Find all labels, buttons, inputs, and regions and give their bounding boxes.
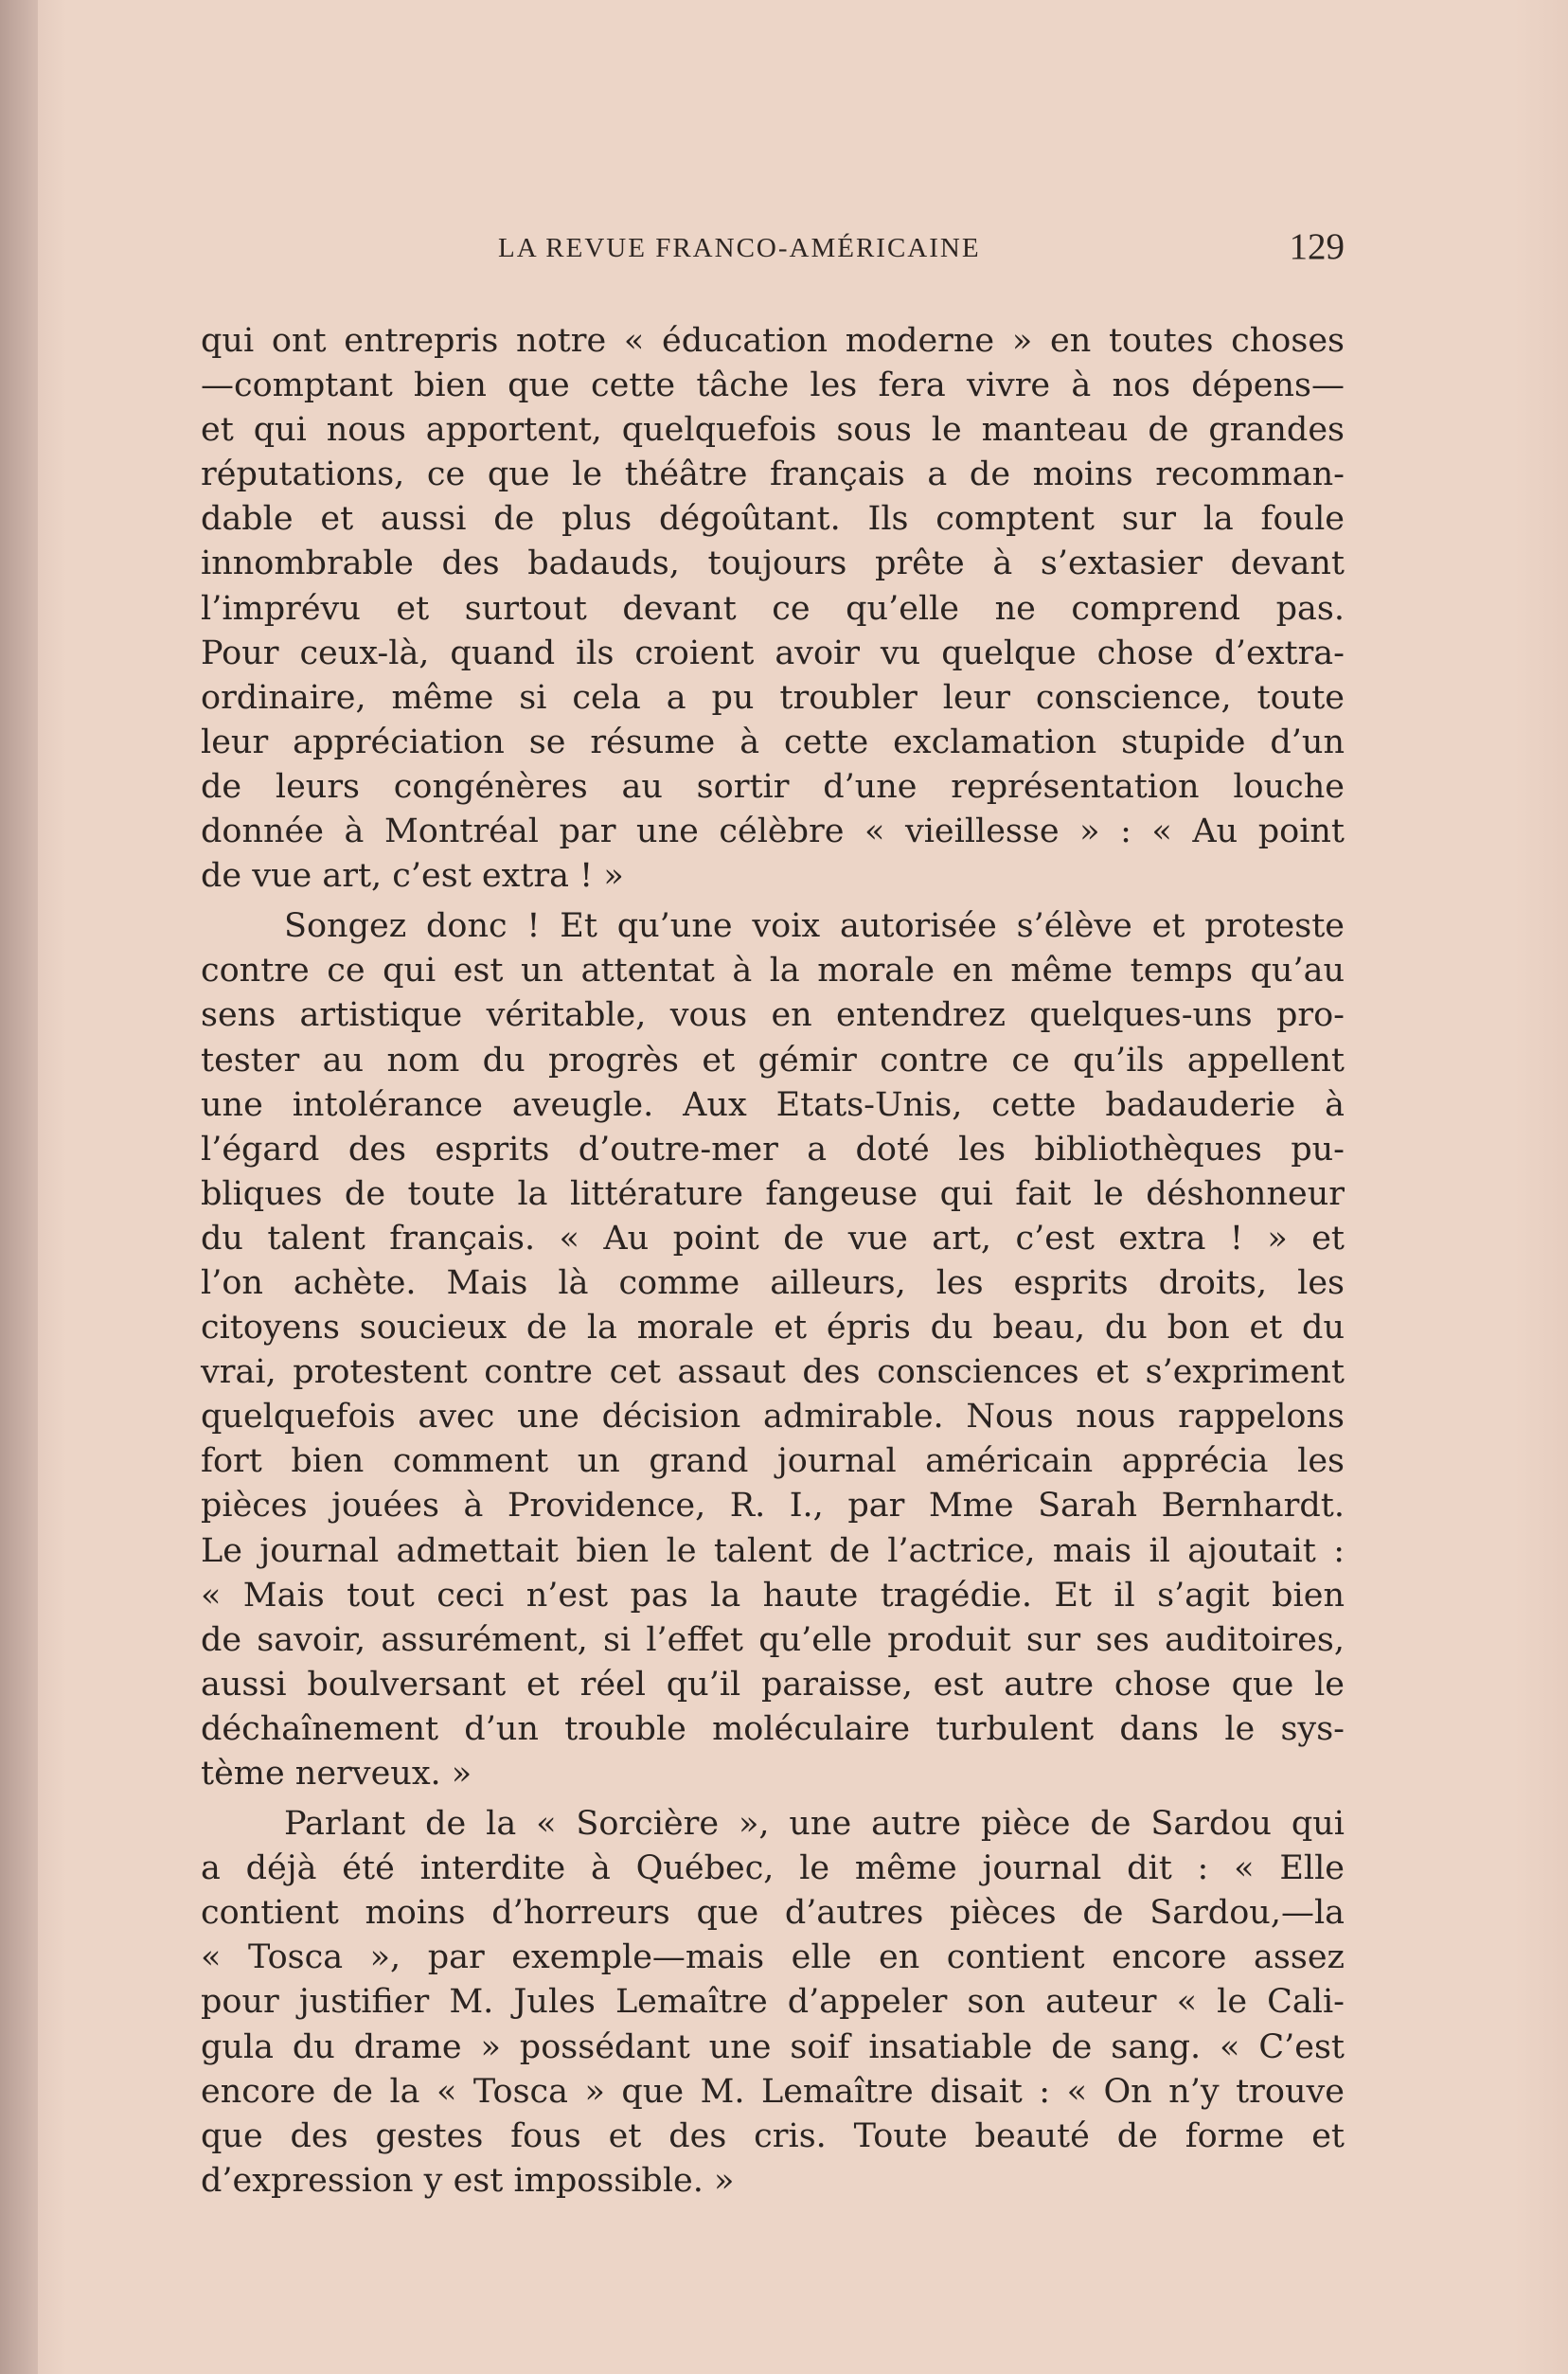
book-spine-shadow [0, 0, 38, 2374]
text-line: a déjà été interdite à Québec, le même journal dit : « Elle [201, 1849, 1345, 1888]
text-line: quelquefois avec une décision admirable. Nous nous rappelons [201, 1398, 1345, 1437]
paragraph-2 [201, 904, 1345, 1796]
text-line: d’expression y est impossible. » [201, 2161, 735, 2200]
text-line: une intolérance aveugle. Aux Etats-Unis, cette badauderie à [201, 1085, 1345, 1124]
text-line: donnée à Montréal par une célèbre « vieillesse » : « Au point [201, 812, 1345, 851]
text-line: et qui nous apportent, quelquefois sous le manteau de grandes [201, 411, 1345, 450]
body-text [201, 319, 1345, 2204]
text-line: encore de la « Tosca » que M. Lemaître disait : « On n’y trouve [201, 2072, 1345, 2111]
text-line: de leurs congénères au sortir d’une représentation louche [201, 767, 1345, 806]
text-line: Pour ceux-là, quand ils croient avoir vu quelque chose d’extra- [201, 634, 1345, 672]
text-line: Le journal admettait bien le talent de l’actrice, mais il ajoutait : [201, 1531, 1345, 1570]
text-line: de savoir, assurément, si l’effet qu’elle produit sur ses auditoires, [201, 1620, 1345, 1659]
text-line: qui ont entrepris notre « éducation moderne » en toutes choses [201, 322, 1345, 360]
text-line: réputations, ce que le théâtre français a de moins recomman- [201, 455, 1345, 494]
text-line: tème nerveux. » [201, 1755, 472, 1793]
text-line: Songez donc ! Et qu’une voix autorisée s’élève et proteste [284, 907, 1345, 946]
text-line: pièces jouées à Providence, R. I., par Mme Sarah Bernhardt. [201, 1487, 1345, 1526]
text-line: l’on achète. Mais là comme ailleurs, les esprits droits, les [201, 1263, 1345, 1302]
running-title: LA REVUE FRANCO-AMÉRICAINE [498, 233, 981, 263]
text-line: vrai, protestent contre cet assaut des consciences et s’expriment [201, 1353, 1345, 1392]
text-line: sens artistique véritable, vous en entendrez quelques-uns pro- [201, 996, 1345, 1035]
text-line: tester au nom du progrès et gémir contre ce qu’ils appellent [201, 1041, 1345, 1080]
text-line: aussi boulversant et réel qu’il paraisse, est autre chose que le [201, 1665, 1345, 1704]
text-line: contient moins d’horreurs que d’autres pièces de Sardou,—la [201, 1894, 1345, 1933]
text-line: l’égard des esprits d’outre-mer a doté les bibliothèques pu- [201, 1130, 1345, 1169]
text-line: citoyens soucieux de la morale et épris du beau, du bon et du [201, 1309, 1345, 1348]
page-header [199, 225, 1345, 273]
paragraph-1 [201, 319, 1345, 899]
text-line: Parlant de la « Sorcière », une autre pièce de Sardou qui [284, 1805, 1345, 1844]
text-line: —comptant bien que cette tâche les fera vivre à nos dépens— [201, 366, 1345, 405]
text-line: déchaînement d’un trouble moléculaire turbulent dans le sys- [201, 1709, 1345, 1748]
text-line: gula du drame » possédant une soif insatiable de sang. « C’est [201, 2027, 1345, 2066]
text-line: dable et aussi de plus dégoûtant. Ils comptent sur la foule [201, 500, 1345, 539]
text-line: de vue art, c’est extra ! » [201, 857, 624, 896]
text-line: innombrable des badauds, toujours prête à s’extasier devant [201, 544, 1345, 583]
text-line: leur appréciation se résume à cette exclamation stupide d’un [201, 723, 1345, 761]
text-line: « Mais tout ceci n’est pas la haute tragédie. Et il s’agit bien [201, 1576, 1345, 1615]
text-line: ordinaire, même si cela a pu troubler leur conscience, toute [201, 678, 1345, 717]
text-line: contre ce qui est un attentat à la morale en même temps qu’au [201, 952, 1345, 991]
text-line: du talent français. « Au point de vue art, c’est extra ! » et [201, 1219, 1345, 1258]
paragraph-3 [201, 1802, 1345, 2204]
page-number: 129 [1289, 226, 1345, 267]
text-line: bliques de toute la littérature fangeuse qui fait le déshonneur [201, 1174, 1345, 1213]
text-line: « Tosca », par exemple—mais elle en contient encore assez [201, 1938, 1345, 1977]
text-line: fort bien comment un grand journal américain apprécia les [201, 1442, 1345, 1481]
text-line: l’imprévu et surtout devant ce qu’elle ne comprend pas. [201, 589, 1345, 628]
text-line: pour justifier M. Jules Lemaître d’appeler son auteur « le Cali- [201, 1983, 1345, 2022]
text-line: que des gestes fous et des cris. Toute beauté de forme et [201, 2116, 1345, 2155]
